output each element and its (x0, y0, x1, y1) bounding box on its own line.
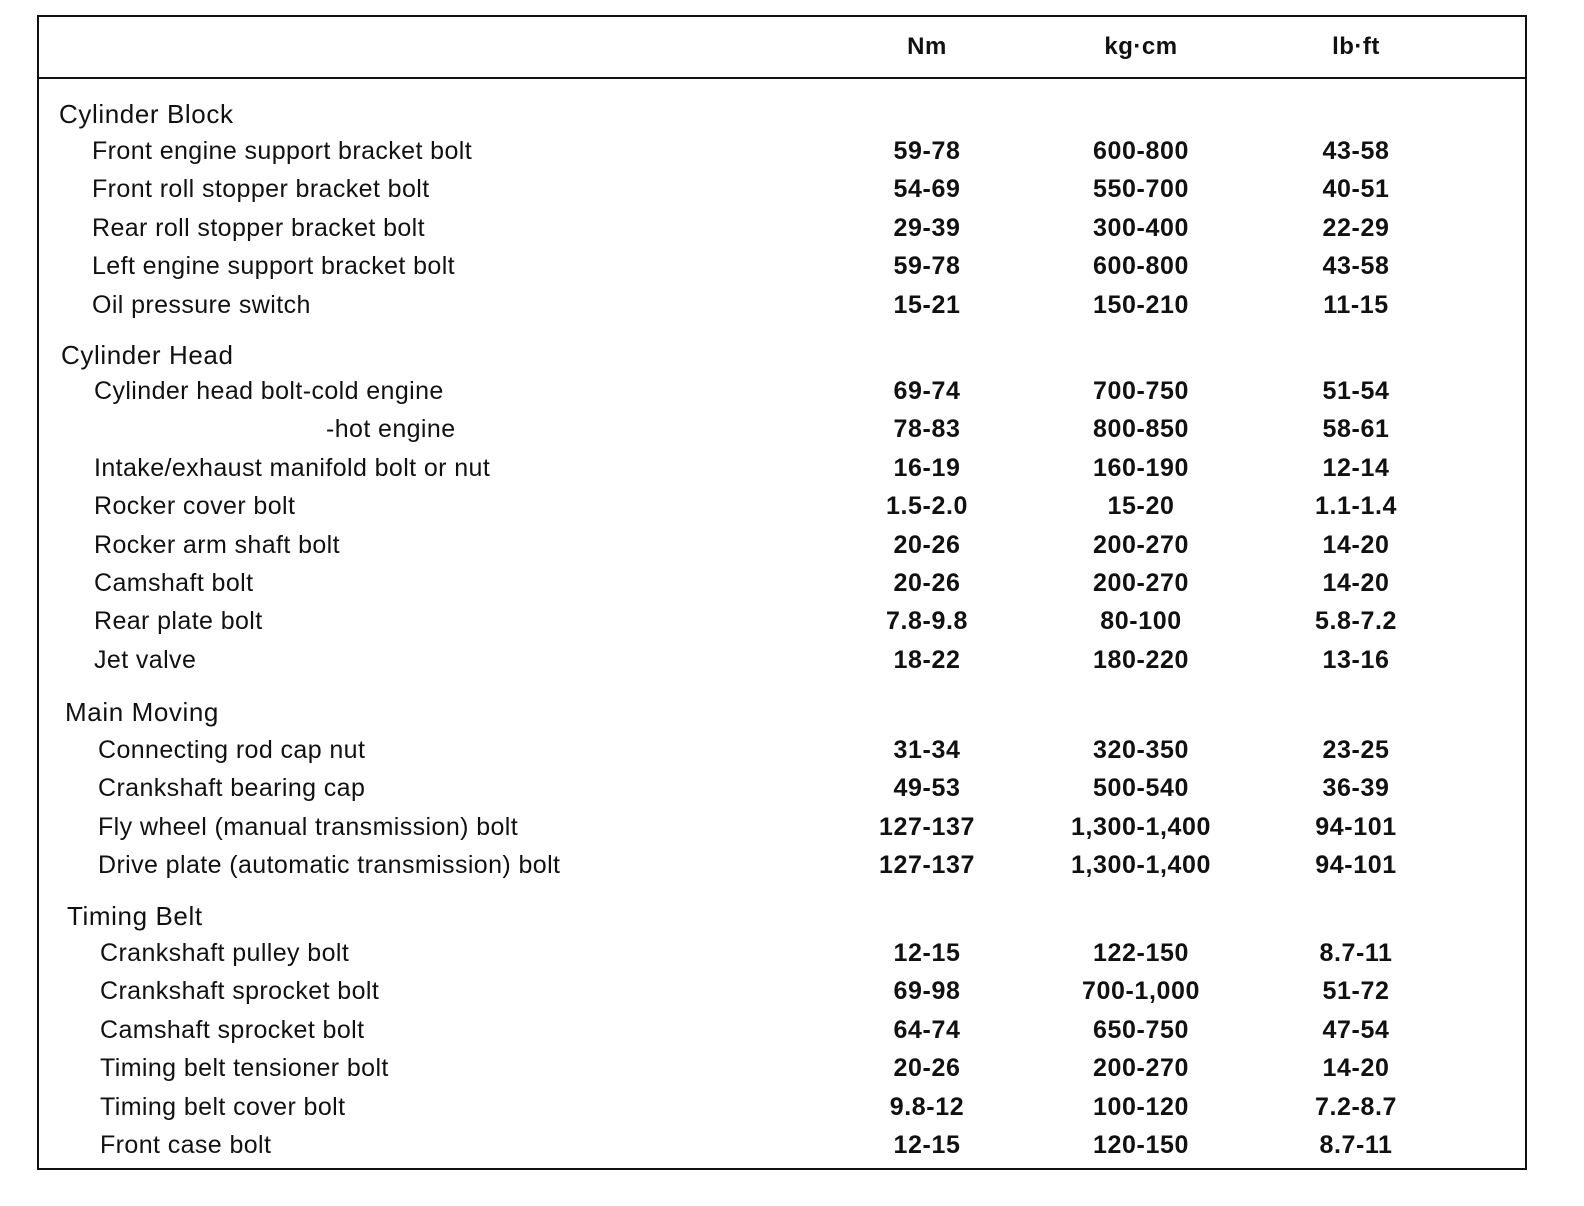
value-kgcm: 180-220 (1093, 645, 1189, 674)
value-kgcm: 650-750 (1093, 1015, 1189, 1044)
value-nm: 127-137 (879, 851, 975, 880)
value-lbft: 47-54 (1322, 1015, 1390, 1044)
value-lbft: 23-25 (1322, 736, 1390, 764)
item-label: Camshaft bolt (94, 569, 254, 597)
table-row (39, 607, 1525, 645)
value-lbft: 14-20 (1322, 1054, 1390, 1083)
value-lbft: 8.7-11 (1319, 939, 1393, 967)
item-label: Rocker arm shaft bolt (94, 530, 340, 559)
table-row (39, 774, 1525, 812)
value-kgcm: 700-1,000 (1082, 977, 1200, 1006)
table-row (39, 1131, 1525, 1169)
value-lbft: 5.8-7.2 (1314, 607, 1398, 636)
item-label: Fly wheel (manual transmission) bolt (98, 812, 519, 841)
value-lbft: 14-20 (1322, 569, 1390, 597)
value-kgcm: 1,300-1,400 (1070, 851, 1212, 880)
item-label: Left engine support bracket bolt (92, 252, 456, 281)
table-row (39, 252, 1525, 290)
item-label: Rocker cover bolt (94, 492, 296, 521)
value-kgcm: 15-20 (1107, 492, 1175, 521)
value-lbft: 40-51 (1322, 175, 1390, 204)
value-nm: 20-26 (893, 569, 961, 597)
item-label: Camshaft sprocket bolt (100, 1015, 365, 1044)
value-lbft: 12-14 (1322, 453, 1390, 482)
item-label: Front engine support bracket bolt (92, 137, 473, 165)
value-nm: 16-19 (893, 453, 961, 482)
value-nm: 54-69 (893, 175, 961, 204)
value-nm: 15-21 (893, 290, 961, 319)
value-kgcm: 122-150 (1093, 939, 1189, 967)
value-lbft: 51-72 (1322, 977, 1390, 1006)
value-nm: 59-78 (893, 252, 961, 281)
item-label: Crankshaft bearing cap (98, 774, 366, 803)
value-kgcm: 100-120 (1093, 1092, 1189, 1121)
item-label: Oil pressure switch (92, 290, 311, 319)
item-label: Connecting rod cap nut (98, 736, 366, 764)
table-row (39, 646, 1525, 684)
item-label: Rear plate bolt (94, 607, 263, 636)
value-lbft: 14-20 (1322, 530, 1390, 559)
value-nm: 9.8-12 (889, 1092, 965, 1121)
section-title: Timing Belt (67, 901, 203, 931)
value-kgcm: 300-400 (1093, 213, 1189, 242)
section-title: Main Moving (65, 697, 219, 727)
section-title: Cylinder Block (59, 99, 234, 129)
column-header-kgcm: kg·cm (1104, 33, 1178, 60)
value-nm: 12-15 (893, 1131, 961, 1159)
table-row (39, 1054, 1525, 1092)
table-row (39, 939, 1525, 977)
value-lbft: 7.2-8.7 (1314, 1092, 1398, 1121)
item-label: Crankshaft sprocket bolt (100, 977, 380, 1006)
value-lbft: 36-39 (1322, 774, 1390, 803)
value-nm: 59-78 (893, 137, 961, 165)
value-nm: 20-26 (893, 530, 961, 559)
value-kgcm: 550-700 (1093, 175, 1189, 204)
value-lbft: 8.7-11 (1319, 1131, 1393, 1159)
table-row (39, 813, 1525, 851)
value-kgcm: 320-350 (1093, 736, 1189, 764)
value-nm: 127-137 (879, 812, 975, 841)
value-lbft: 1.1-1.4 (1314, 492, 1398, 521)
item-label: Cylinder head bolt-cold engine (94, 377, 444, 405)
value-nm: 29-39 (893, 213, 961, 242)
column-header-lbft: lb·ft (1332, 33, 1380, 60)
table-row (39, 415, 1525, 453)
table-row (39, 214, 1525, 252)
value-lbft: 94-101 (1315, 851, 1397, 880)
value-kgcm: 200-270 (1093, 1054, 1189, 1083)
table-row (39, 377, 1525, 415)
value-nm: 69-98 (893, 977, 961, 1006)
table-row (39, 569, 1525, 607)
value-nm: 1.5-2.0 (885, 492, 969, 521)
value-kgcm: 600-800 (1093, 137, 1189, 165)
value-nm: 12-15 (893, 939, 961, 967)
value-lbft: 43-58 (1322, 252, 1390, 281)
value-nm: 18-22 (893, 645, 961, 674)
table-row (39, 531, 1525, 569)
value-lbft: 43-58 (1322, 137, 1390, 165)
torque-spec-table (37, 15, 1527, 1170)
item-label: Timing belt tensioner bolt (100, 1054, 389, 1083)
table-row (39, 291, 1525, 329)
table-row (39, 175, 1525, 213)
column-header-nm: Nm (907, 33, 947, 60)
value-nm: 20-26 (893, 1054, 961, 1083)
item-label: Drive plate (automatic transmission) bolt (98, 851, 561, 880)
value-nm: 49-53 (893, 774, 961, 803)
item-label: Rear roll stopper bracket bolt (92, 213, 425, 242)
value-nm: 78-83 (893, 415, 961, 444)
value-lbft: 58-61 (1322, 415, 1390, 444)
value-kgcm: 500-540 (1093, 774, 1189, 803)
item-label: -hot engine (326, 415, 456, 444)
value-kgcm: 600-800 (1093, 252, 1189, 281)
table-header (39, 17, 1525, 79)
table-row (39, 1093, 1525, 1131)
value-nm: 7.8-9.8 (885, 607, 969, 636)
value-lbft: 94-101 (1315, 812, 1397, 841)
value-nm: 69-74 (893, 377, 961, 405)
value-lbft: 13-16 (1322, 645, 1390, 674)
table-row (39, 492, 1525, 530)
item-label: Front case bolt (100, 1131, 272, 1159)
table-row (39, 454, 1525, 492)
value-kgcm: 200-270 (1093, 530, 1189, 559)
table-row (39, 137, 1525, 175)
item-label: Crankshaft pulley bolt (100, 939, 350, 967)
value-kgcm: 160-190 (1093, 453, 1189, 482)
value-kgcm: 120-150 (1093, 1131, 1189, 1159)
item-label: Jet valve (94, 645, 197, 674)
table-row (39, 1016, 1525, 1054)
value-nm: 64-74 (893, 1015, 961, 1044)
table-row (39, 977, 1525, 1015)
value-kgcm: 200-270 (1093, 569, 1189, 597)
value-lbft: 51-54 (1322, 377, 1390, 405)
value-kgcm: 800-850 (1093, 415, 1189, 444)
value-lbft: 22-29 (1322, 213, 1390, 242)
value-kgcm: 150-210 (1093, 290, 1189, 319)
value-lbft: 11-15 (1323, 290, 1389, 319)
item-label: Timing belt cover bolt (100, 1092, 346, 1121)
table-row (39, 736, 1525, 774)
item-label: Front roll stopper bracket bolt (92, 175, 430, 204)
item-label: Intake/exhaust manifold bolt or nut (94, 453, 491, 482)
table-row (39, 851, 1525, 889)
value-kgcm: 1,300-1,400 (1070, 812, 1212, 841)
value-nm: 31-34 (893, 736, 961, 764)
value-kgcm: 700-750 (1093, 377, 1189, 405)
section-title: Cylinder Head (61, 340, 234, 370)
value-kgcm: 80-100 (1100, 607, 1182, 636)
